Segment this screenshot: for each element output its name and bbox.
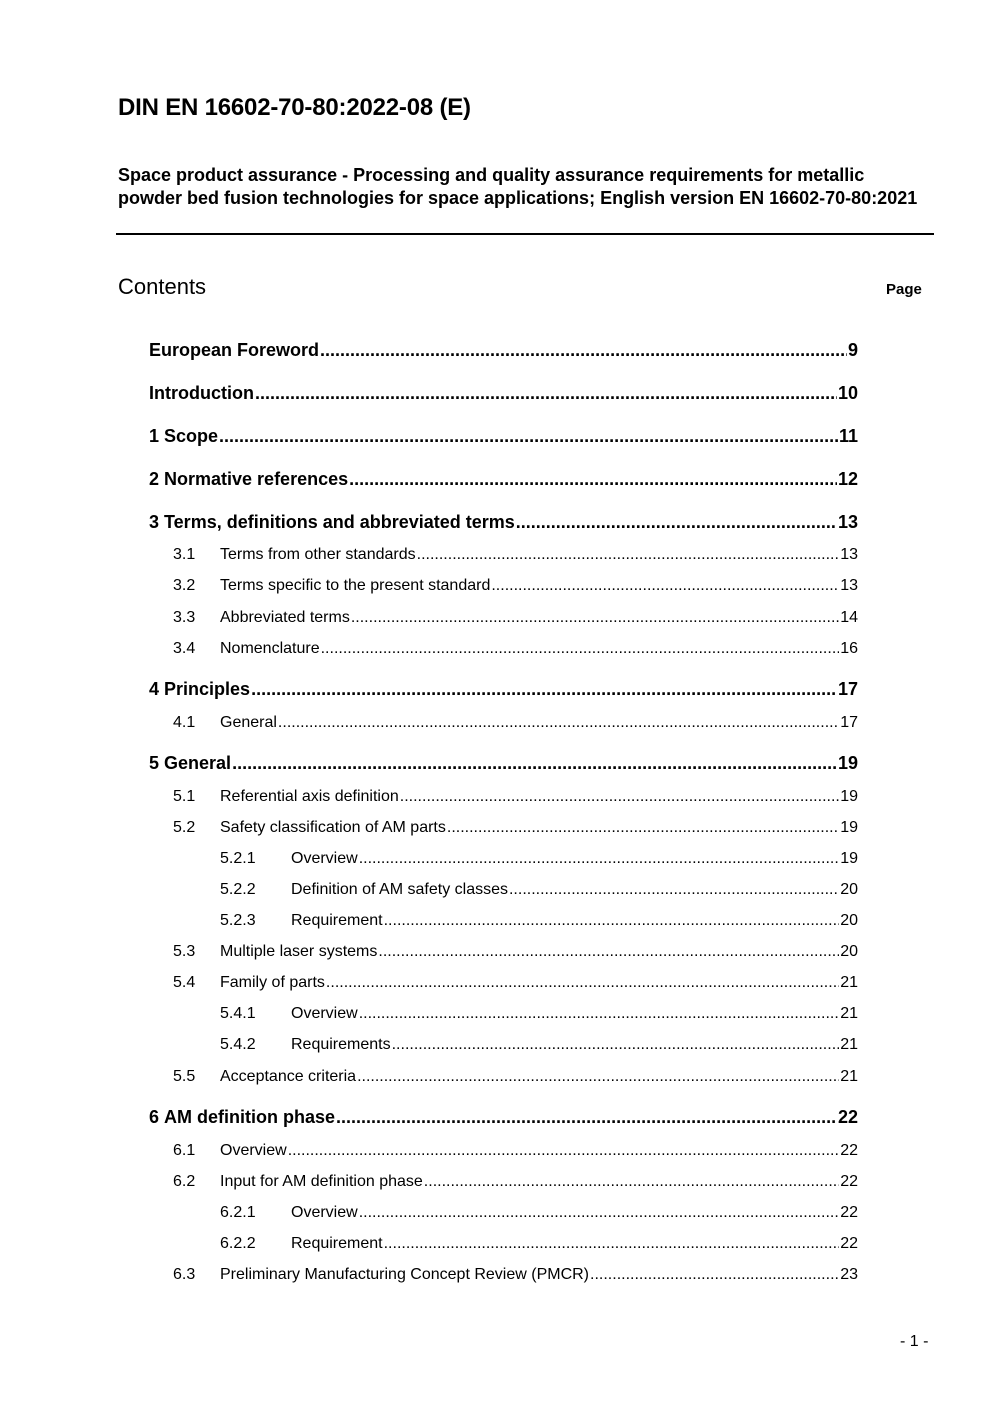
toc-leader [321, 640, 840, 658]
toc-leader [378, 943, 839, 961]
toc-entry[interactable] [173, 609, 858, 627]
toc-title: AM definition phase [164, 1107, 336, 1127]
toc-title: Scope [164, 426, 219, 446]
toc-number: 6.2.1 [220, 1204, 256, 1221]
toc-page: 10 [837, 383, 858, 403]
toc-entry[interactable] [220, 1235, 858, 1253]
toc-leader [255, 383, 837, 404]
title-divider [116, 233, 934, 235]
toc-leader [516, 512, 837, 533]
toc-title: Requirement [291, 912, 383, 929]
toc-number: 5.2.3 [220, 912, 256, 929]
toc-page: 20 [840, 881, 858, 898]
toc-number: 6.1 [173, 1142, 196, 1159]
toc-leader [219, 426, 838, 447]
toc-leader [491, 577, 839, 595]
toc-entry[interactable] [149, 383, 858, 404]
toc-page: 22 [840, 1142, 858, 1159]
toc-number: 6.2.2 [220, 1235, 256, 1252]
toc-number: 5.2.2 [220, 881, 256, 898]
toc-page: 11 [838, 426, 858, 446]
toc-title: European Foreword [149, 340, 320, 360]
toc-title: Terms specific to the present standard [220, 577, 491, 594]
toc-title: Requirements [291, 1036, 391, 1053]
toc-entry[interactable] [220, 1005, 858, 1023]
toc-title: Safety classification of AM parts [220, 819, 446, 836]
toc-leader [288, 1142, 840, 1160]
toc-entry[interactable] [173, 1068, 858, 1086]
toc-number: 5 [149, 753, 160, 773]
toc-page: 19 [840, 850, 858, 867]
toc-number: 3.1 [173, 546, 196, 563]
toc-entry[interactable] [149, 1107, 858, 1128]
toc-leader [278, 714, 839, 732]
toc-entry[interactable] [149, 426, 858, 447]
toc-entry[interactable] [173, 577, 858, 595]
toc-page: 22 [840, 1173, 858, 1190]
toc-leader [384, 912, 840, 930]
toc-title: Preliminary Manufacturing Concept Review (PMCR) [220, 1266, 590, 1283]
toc-entry[interactable] [149, 753, 858, 774]
toc-entry[interactable] [173, 943, 858, 961]
toc-page: 19 [840, 819, 858, 836]
toc-title: Principles [164, 679, 251, 699]
toc-leader [351, 609, 839, 627]
toc-number: 4 [149, 679, 160, 699]
toc-number: 1 [149, 426, 160, 446]
toc-leader [349, 469, 837, 490]
toc-page: 14 [840, 609, 858, 626]
toc-page: 13 [837, 512, 858, 532]
toc-leader [251, 679, 837, 700]
toc-title: Abbreviated terms [220, 609, 350, 626]
toc-entry[interactable] [173, 819, 858, 837]
toc-leader [232, 753, 837, 774]
toc-number: 3.3 [173, 609, 196, 626]
toc-entry[interactable] [220, 1204, 858, 1222]
toc-page: 22 [837, 1107, 858, 1127]
toc-entry[interactable] [173, 974, 858, 992]
toc-title: Overview [291, 850, 358, 867]
toc-entry[interactable] [173, 1173, 858, 1191]
toc-entry[interactable] [220, 912, 858, 930]
toc-page: 17 [837, 679, 858, 699]
toc-entry[interactable] [220, 881, 858, 899]
toc-entry[interactable] [173, 1266, 858, 1284]
toc-entry[interactable] [149, 469, 858, 490]
toc-page: 16 [840, 640, 858, 657]
document-id: DIN EN 16602-70-80:2022-08 (E) [118, 94, 471, 121]
toc-leader [384, 1235, 840, 1253]
toc-leader [359, 1005, 840, 1023]
toc-entry[interactable] [173, 546, 858, 564]
contents-heading: Contents [118, 274, 207, 299]
toc-number: 5.4 [173, 974, 196, 991]
toc-title: Introduction [149, 383, 254, 403]
toc-title: Terms, definitions and abbreviated terms [164, 512, 515, 532]
toc-leader [336, 1107, 837, 1128]
toc-title: Normative references [164, 469, 349, 489]
toc-title: Nomenclature [220, 640, 320, 657]
toc-number: 2 [149, 469, 160, 489]
toc-number: 6.3 [173, 1266, 196, 1283]
toc-page: 12 [837, 469, 858, 489]
toc-leader [447, 819, 839, 837]
toc-number: 5.3 [173, 943, 196, 960]
toc-title: Definition of AM safety classes [291, 881, 508, 898]
toc-title: Overview [291, 1005, 358, 1022]
toc-leader [509, 881, 839, 899]
toc-entry[interactable] [173, 640, 858, 658]
toc-page: 13 [840, 577, 858, 594]
toc-entry[interactable] [220, 1036, 858, 1054]
toc-number: 5.1 [173, 788, 196, 805]
toc-entry[interactable] [149, 679, 858, 700]
toc-number: 3 [149, 512, 160, 532]
toc-title: Referential axis definition [220, 788, 399, 805]
toc-title: Acceptance criteria [220, 1068, 357, 1085]
toc-entry[interactable] [173, 788, 858, 806]
toc-page: 20 [840, 943, 858, 960]
toc-page: 17 [840, 714, 858, 731]
toc-title: Requirement [291, 1235, 383, 1252]
toc-title: Multiple laser systems [220, 943, 378, 960]
toc-page: 9 [847, 340, 858, 360]
toc-page: 20 [840, 912, 858, 929]
toc-title: Family of parts [220, 974, 325, 991]
toc-leader [424, 1173, 839, 1191]
toc-title: Terms from other standards [220, 546, 416, 563]
toc-number: 6.2 [173, 1173, 196, 1190]
toc-leader [417, 546, 840, 564]
toc-leader [392, 1036, 840, 1054]
toc-title: Overview [291, 1204, 358, 1221]
toc-entry[interactable] [173, 1142, 858, 1160]
toc-number: 3.4 [173, 640, 196, 657]
toc-page: 22 [840, 1235, 858, 1252]
toc-number: 3.2 [173, 577, 196, 594]
toc-leader [359, 1204, 840, 1222]
toc-number: 6 [149, 1107, 160, 1127]
page-number: - 1 - [900, 1333, 929, 1350]
toc-leader [326, 974, 839, 992]
toc-page: 21 [840, 1036, 858, 1053]
toc-leader [357, 1068, 839, 1086]
toc-page: 23 [840, 1266, 858, 1283]
toc-number: 5.4.2 [220, 1036, 256, 1053]
toc-page: 21 [840, 1005, 858, 1022]
toc-page: 19 [837, 753, 858, 773]
toc-page: 13 [840, 546, 858, 563]
toc-entry[interactable] [220, 850, 858, 868]
toc-page: 21 [840, 974, 858, 991]
document-subtitle: Space product assurance - Processing and quality assurance requirements for metallic powder bed fusion technologies for space applications; English version EN 16602-70-80:2021 [118, 165, 918, 208]
toc-page: 19 [840, 788, 858, 805]
toc-title: General [220, 714, 277, 731]
toc-leader [320, 340, 847, 361]
toc-number: 5.5 [173, 1068, 196, 1085]
toc-entry[interactable] [149, 340, 858, 361]
toc-title: Overview [220, 1142, 287, 1159]
toc-number: 5.4.1 [220, 1005, 256, 1022]
toc-leader [400, 788, 839, 806]
toc-number: 5.2 [173, 819, 196, 836]
toc-title: General [164, 753, 232, 773]
page-column-label: Page [886, 281, 922, 298]
toc-leader [590, 1266, 839, 1284]
toc-entry[interactable] [149, 512, 858, 533]
toc-number: 4.1 [173, 714, 196, 731]
toc-leader [359, 850, 840, 868]
toc-page: 22 [840, 1204, 858, 1221]
toc-page: 21 [840, 1068, 858, 1085]
toc-number: 5.2.1 [220, 850, 256, 867]
toc-title: Input for AM definition phase [220, 1173, 423, 1190]
toc-entry[interactable] [173, 714, 858, 732]
